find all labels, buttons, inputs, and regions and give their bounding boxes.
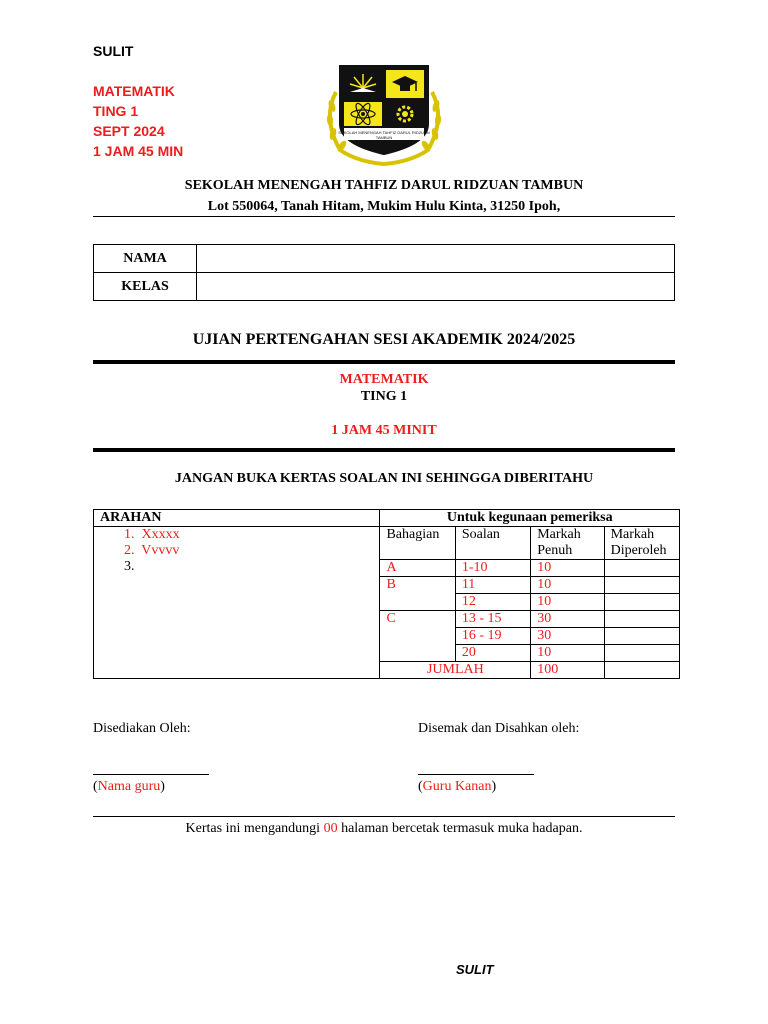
crest-location: TAMBUN: [375, 135, 393, 140]
checked-signature-line: [418, 774, 534, 775]
marks-obtained-cell[interactable]: [604, 594, 679, 611]
prepared-by-label: Disediakan Oleh:: [93, 721, 191, 736]
exam-title: UJIAN PERTENGAHAN SESI AKADEMIK 2024/2025: [192, 331, 576, 348]
table-row: B 11 10: [94, 577, 680, 594]
title-divider-top: [93, 360, 675, 364]
marks-obtained-cell[interactable]: [604, 611, 679, 628]
table-row: C 13 - 15 30: [94, 611, 680, 628]
header-month: SEPT 2024: [93, 123, 165, 139]
table-row: 20 10: [94, 645, 680, 662]
prepared-by-name: (Nama guru): [93, 779, 165, 794]
school-name: SEKOLAH MENENGAH TAHFIZ DARUL RIDZUAN TAMBUN: [184, 178, 584, 193]
name-field[interactable]: [197, 245, 675, 273]
checked-by-label: Disemak dan Disahkan oleh:: [418, 721, 580, 736]
total-value: 100: [531, 662, 604, 679]
total-obtained-cell[interactable]: [604, 662, 679, 679]
footer-divider: [93, 816, 675, 817]
class-label: KELAS: [94, 273, 197, 301]
school-crest-logo: [318, 58, 450, 168]
table-row: 12 10: [94, 594, 680, 611]
table-row: A 1-10 10: [94, 560, 680, 577]
instructions-cell: [94, 527, 380, 679]
total-label: JUMLAH: [380, 662, 531, 679]
classification-top: SULIT: [93, 43, 134, 59]
page-count: 00: [323, 821, 338, 836]
marks-obtained-cell[interactable]: [604, 577, 679, 594]
instruction-item: 1. Xxxxx: [124, 527, 180, 542]
marks-obtained-cell[interactable]: [604, 645, 679, 662]
header-subject: MATEMATIK: [93, 83, 175, 99]
checked-by-name: (Guru Kanan): [418, 779, 497, 794]
exam-warning: JANGAN BUKA KERTAS SOALAN INI SEHINGGA DIBERITAHU: [174, 471, 594, 486]
instruction-item: 2. Vvvvv: [124, 543, 180, 558]
class-field[interactable]: [197, 273, 675, 301]
col-bahagian: Bahagian: [380, 527, 455, 560]
examiner-header: Untuk kegunaan pemeriksa: [380, 510, 680, 527]
col-markah-penuh: Markah Penuh: [531, 527, 604, 560]
address-divider: [93, 216, 675, 217]
header-duration: 1 JAM 45 MIN: [93, 143, 184, 159]
header-form: TING 1: [93, 103, 139, 119]
page-count-note: Kertas ini mengandungi 00 halaman bercetak termasuk muka hadapan.: [185, 821, 583, 836]
student-info-table: [93, 244, 675, 301]
prepared-signature-line: [93, 774, 209, 775]
instruction-item: 3.: [124, 559, 135, 574]
arahan-header: ARAHAN: [94, 510, 380, 527]
exam-duration: 1 JAM 45 MINIT: [331, 423, 437, 438]
exam-form: TING 1: [360, 389, 408, 404]
classification-bottom: SULIT: [456, 962, 494, 977]
header-info: [93, 81, 183, 161]
col-soalan: Soalan: [455, 527, 530, 560]
title-divider-bottom: [93, 448, 675, 452]
marks-obtained-cell[interactable]: [604, 560, 679, 577]
table-row: 16 - 19 30: [94, 628, 680, 645]
exam-subject: MATEMATIK: [339, 372, 429, 387]
marks-obtained-cell[interactable]: [604, 628, 679, 645]
crest-caption: SEKOLAH MENENGAH TAHFIZ DARUL RIDZUAN: [338, 130, 430, 135]
school-address: Lot 550064, Tanah Hitam, Mukim Hulu Kinta, 31250 Ipoh,: [207, 199, 561, 214]
name-label: NAMA: [94, 245, 197, 273]
marks-table: [93, 509, 680, 679]
col-markah-diperoleh: Markah Diperoleh: [604, 527, 679, 560]
